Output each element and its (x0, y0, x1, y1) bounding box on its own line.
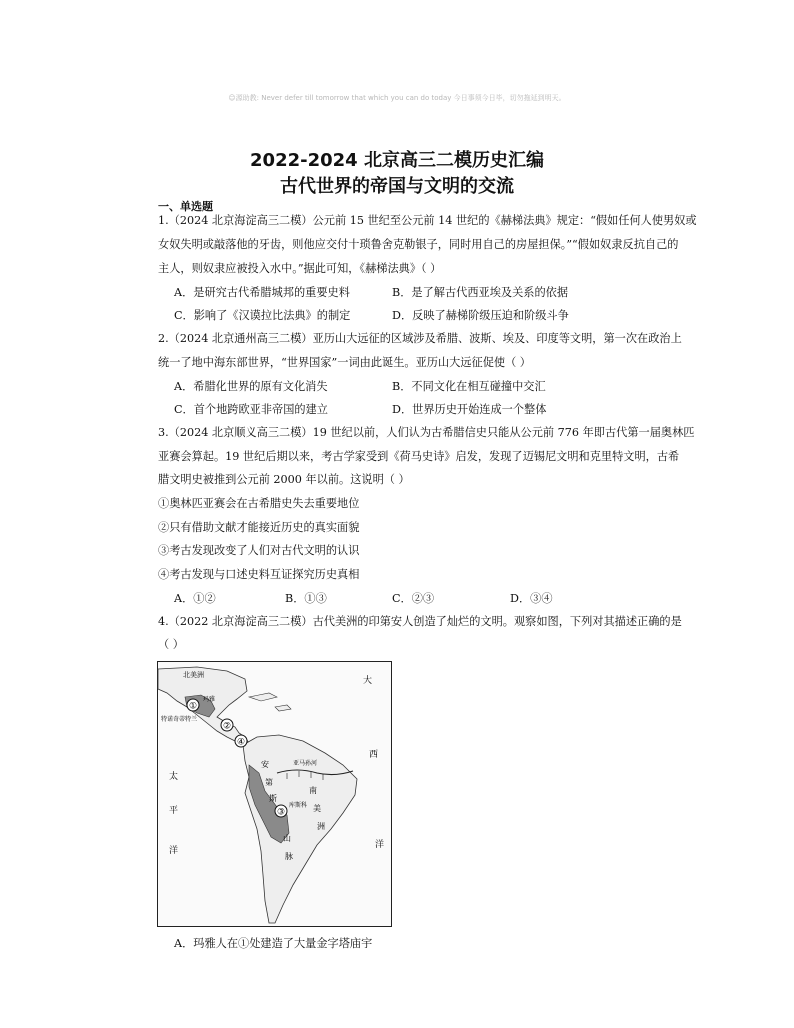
marker-3-label: ③ (276, 807, 286, 818)
q2-option-d: D．世界历史开始连成一个整体 (392, 403, 547, 416)
q3-option-d: D．③④ (510, 592, 553, 605)
label-north-america: 北美洲 (183, 671, 204, 679)
label-andes-1: 安 (261, 760, 269, 769)
label-andes-4: 山 (283, 834, 291, 843)
label-south-1: 南 (309, 786, 317, 795)
watermark-text: ☺源助教: Never defer till tomorrow that which you can do today 今日事须今日毕，切勿拖延到明天。 (228, 94, 566, 102)
label-atlantic-3: 洋 (375, 840, 385, 850)
document-subtitle: 古代世界的帝国与文明的交流 (280, 176, 514, 197)
q2-line-2: 统一了地中海东部世界，“世界国家”一词由此诞生。亚历山大远征促使（ ） (158, 356, 531, 369)
q2-option-a: A．希腊化世界的原有文化消失 (174, 380, 328, 393)
q2-option-c: C．首个地跨欧亚非帝国的建立 (174, 403, 328, 416)
q1-option-a: A．是研究古代希腊城邦的重要史料 (174, 286, 350, 299)
label-atlantic-2: 西 (369, 750, 379, 760)
q3-statement-2: ②只有借助文献才能接近历史的真实面貌 (158, 521, 360, 534)
q1-option-c: C．影响了《汉谟拉比法典》的制定 (174, 309, 351, 322)
label-cuzco: 库斯科 (289, 802, 308, 809)
q3-line-2: 亚赛会算起。19 世纪后期以来，考古学家受到《荷马史诗》启发，发现了迈锡尼文明和克里特文明，古希 (158, 450, 680, 463)
label-andes-5: 脉 (285, 852, 293, 861)
q3-line-3: 腊文明史被推到公元前 2000 年以前。这说明（ ） (158, 473, 410, 486)
marker-2-label: ② (222, 721, 232, 732)
q3-statement-3: ③考古发现改变了人们对古代文明的认识 (158, 544, 360, 557)
q3-statement-1: ①奥林匹亚赛会在古希腊史失去重要地位 (158, 497, 360, 510)
section-heading: 一、单选题 (158, 200, 213, 213)
marker-1-label: ① (188, 701, 198, 712)
label-andes-2: 第 (265, 778, 273, 787)
q3-option-b: B．①③ (285, 592, 327, 605)
q4-option-a: A．玛雅人在①处建造了大量金字塔庙宇 (174, 937, 373, 950)
q3-line-1: 3.（2024 北京顺义高三二模）19 世纪以前，人们认为古希腊信史只能从公元前 776 年即古代第一届奥林匹 (158, 426, 695, 439)
label-atlantic-1: 大 (363, 676, 373, 686)
q2-option-b: B．不同文化在相互碰撞中交汇 (392, 380, 546, 393)
label-maya: 玛雅 (203, 696, 216, 703)
q3-option-a: A．①② (174, 592, 216, 605)
q1-line-1: 1.（2024 北京海淀高三二模）公元前 15 世纪至公元前 14 世纪的《赫梯法典》规定：“假如任何人使男奴或 (158, 214, 697, 227)
label-pacific-2: 平 (169, 806, 179, 816)
label-pacific-1: 太 (169, 772, 179, 782)
label-amazon-river: 亚马孙河 (293, 760, 318, 767)
q2-line-1: 2.（2024 北京通州高三二模）亚历山大远征的区域涉及希腊、波斯、埃及、印度等文明，第一次在政治上 (158, 332, 682, 345)
q1-line-3: 主人，则奴隶应被投入水中。”据此可知，《赫梯法典》（ ） (158, 262, 442, 275)
map-svg (157, 661, 392, 927)
marker-4-label: ④ (236, 737, 246, 748)
label-pacific-3: 洋 (169, 846, 179, 856)
q4-line-2: （ ） (158, 638, 184, 651)
q3-statement-4: ④考古发现与口述史料互证探究历史真相 (158, 568, 360, 581)
label-andes-3: 斯 (269, 794, 277, 803)
document-title: 2022-2024 北京高三二模历史汇编 (250, 150, 544, 171)
q1-option-b: B．是了解古代西亚埃及关系的依据 (392, 286, 569, 299)
label-teotihuacan: 特诺奇蒂特兰 (161, 716, 198, 723)
label-south-3: 洲 (317, 822, 325, 831)
q3-option-c: C．②③ (392, 592, 435, 605)
q1-option-d: D．反映了赫梯阶级压迫和阶级斗争 (392, 309, 569, 322)
label-south-2: 美 (313, 804, 321, 813)
q1-line-2: 女奴失明或敲落他的牙齿，则他应交付十琐鲁舍克勒银子，同时用自己的房屋担保。”“假如奴隶反抗自己的 (158, 238, 679, 251)
q4-line-1: 4.（2022 北京海淀高三二模）古代美洲的印第安人创造了灿烂的文明。观察如图，下列对其描述正确的是 (158, 615, 682, 628)
americas-map (157, 661, 392, 927)
